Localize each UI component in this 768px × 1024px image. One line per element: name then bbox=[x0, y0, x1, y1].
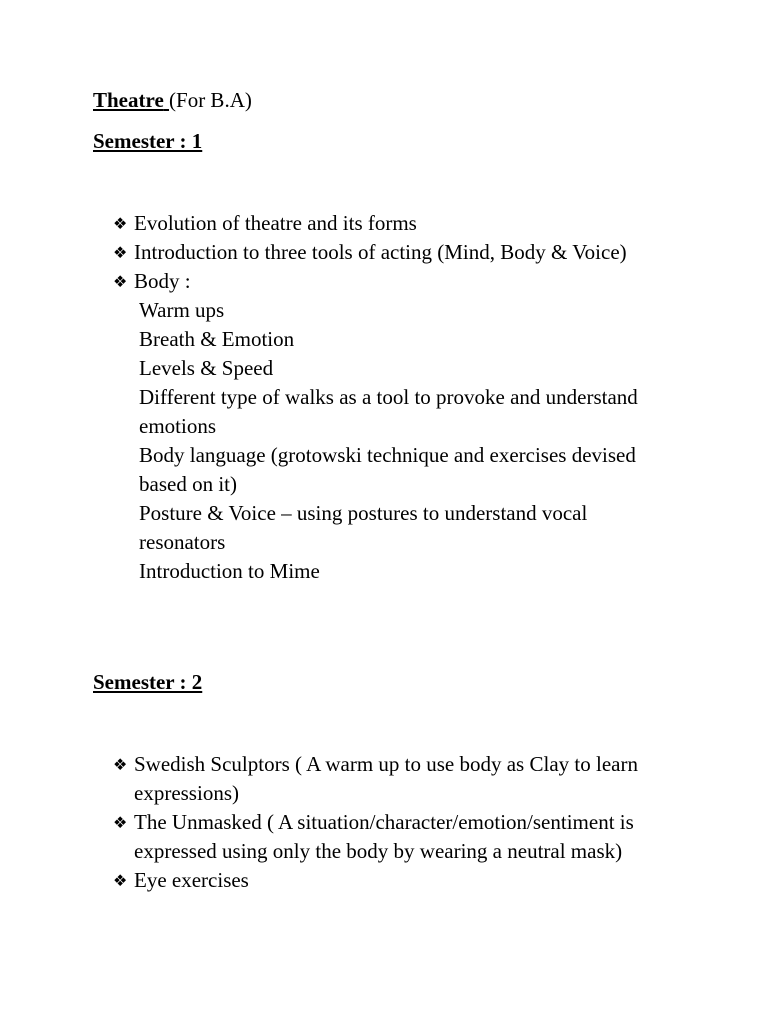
list-item-text: Introduction to three tools of acting (Mind, Body & Voice) bbox=[134, 240, 627, 264]
semester-2-list bbox=[113, 750, 673, 895]
list-item bbox=[113, 267, 638, 586]
four-diamond-bullet-icon: ❖ bbox=[113, 755, 128, 774]
semester-1-heading: Semester : 1 bbox=[93, 129, 203, 153]
four-diamond-bullet-icon: ❖ bbox=[113, 243, 128, 262]
list-item-text: Eye exercises bbox=[134, 868, 249, 892]
list-item bbox=[113, 209, 633, 238]
list-item-text: Body : bbox=[134, 269, 191, 293]
four-diamond-bullet-icon: ❖ bbox=[113, 813, 128, 832]
list-item-text: Swedish Sculptors ( A warm up to use body as Clay to learn expressions) bbox=[134, 752, 638, 805]
sub-list-item: Posture & Voice – using postures to understand vocal resonators bbox=[139, 501, 588, 554]
sub-list-item: Body language (grotowski technique and exercises devised based on it) bbox=[139, 443, 636, 496]
sub-list-item: Introduction to Mime bbox=[139, 559, 320, 583]
semester-1-list bbox=[113, 209, 638, 586]
title-suffix: (For B.A) bbox=[169, 88, 252, 112]
list-item bbox=[113, 808, 673, 866]
title-main: Theatre bbox=[93, 88, 164, 112]
four-diamond-bullet-icon: ❖ bbox=[113, 214, 128, 233]
list-item bbox=[113, 866, 673, 895]
list-item-text: Evolution of theatre and its forms bbox=[134, 211, 417, 235]
list-item-text: The Unmasked ( A situation/character/emotion/sentiment is expressed using only the body by wearing a neutral mask) bbox=[134, 810, 634, 863]
document-title bbox=[93, 86, 252, 115]
four-diamond-bullet-icon: ❖ bbox=[113, 272, 128, 291]
body-sub-list bbox=[134, 296, 639, 586]
sub-list-item: Levels & Speed bbox=[139, 356, 274, 380]
four-diamond-bullet-icon: ❖ bbox=[113, 871, 128, 890]
list-item bbox=[113, 750, 673, 808]
sub-list-item: Breath & Emotion bbox=[139, 327, 295, 351]
list-item bbox=[113, 238, 633, 267]
sub-list-item: Different type of walks as a tool to provoke and understand emotions bbox=[139, 385, 638, 438]
sub-list-item: Warm ups bbox=[139, 298, 225, 322]
semester-2-heading: Semester : 2 bbox=[93, 670, 203, 694]
